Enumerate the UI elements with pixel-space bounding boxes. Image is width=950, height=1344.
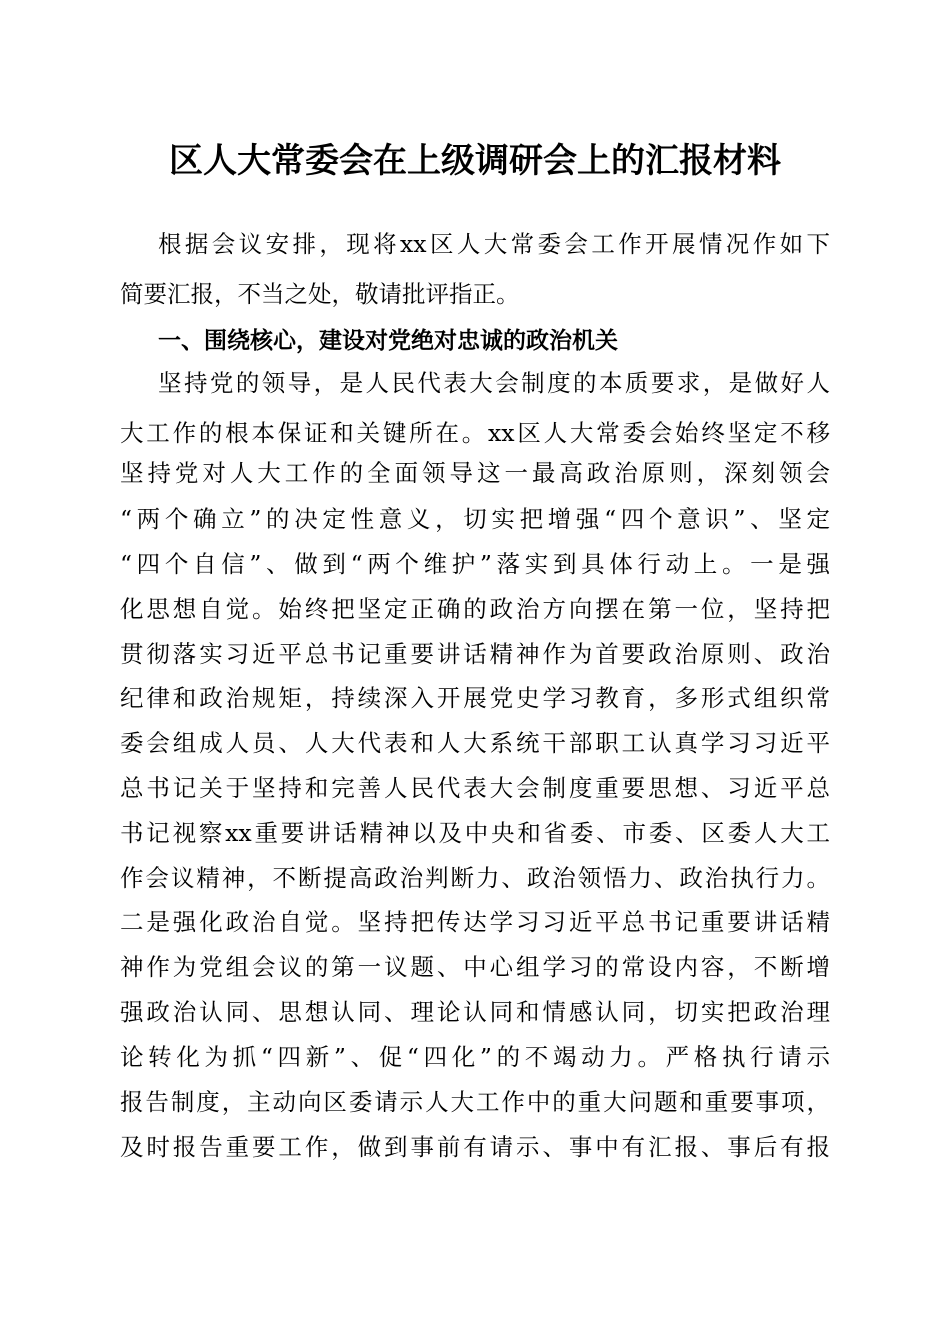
body-line: 及时报告重要工作，做到事前有请示、事中有汇报、事后有报	[120, 1133, 830, 1161]
body-line: “四个自信”、做到“两个维护”落实到具体行动上。一是强	[120, 550, 830, 578]
body-line: 坚持党对人大工作的全面领导这一最高政治原则，深刻领会	[120, 459, 830, 487]
body-line: 论转化为抓“四新”、促“四化”的不竭动力。严格执行请示	[120, 1043, 830, 1071]
body-line: 纪律和政治规矩，持续深入开展党史学习教育，多形式组织常	[120, 684, 830, 712]
body-line: 二是强化政治自觉。坚持把传达学习习近平总书记重要讲话精	[120, 908, 830, 936]
body-line: 总书记关于坚持和完善人民代表大会制度重要思想、习近平总	[120, 774, 830, 802]
intro-line: 根据会议安排，现将xx区人大常委会工作开展情况作如下	[158, 230, 830, 258]
body-line: 大工作的根本保证和关键所在。xx区人大常委会始终坚定不移	[120, 419, 830, 447]
document-title: 区人大常委会在上级调研会上的汇报材料	[169, 141, 781, 181]
body-line: “两个确立”的决定性意义，切实把增强“四个意识”、坚定	[120, 505, 830, 533]
body-line: 报告制度，主动向区委请示人大工作中的重大问题和重要事项，	[120, 1088, 830, 1116]
body-line: 作会议精神，不断提高政治判断力、政治领悟力、政治执行力。	[120, 864, 830, 892]
body-line: 委会组成人员、人大代表和人大系统干部职工认真学习习近平	[120, 729, 830, 757]
intro-line: 简要汇报，不当之处，敬请批评指正。	[120, 280, 520, 308]
section-heading: 一、围绕核心，建设对党绝对忠诚的政治机关	[158, 328, 618, 354]
body-line: 坚持党的领导，是人民代表大会制度的本质要求，是做好人	[158, 369, 830, 397]
body-line: 贯彻落实习近平总书记重要讲话精神作为首要政治原则、政治	[120, 640, 830, 668]
body-line: 书记视察xx重要讲话精神以及中央和省委、市委、区委人大工	[120, 819, 830, 847]
body-line: 化思想自觉。始终把坚定正确的政治方向摆在第一位，坚持把	[120, 595, 830, 623]
body-line: 神作为党组会议的第一议题、中心组学习的常设内容，不断增	[120, 953, 830, 981]
body-line: 强政治认同、思想认同、理论认同和情感认同，切实把政治理	[120, 998, 830, 1026]
